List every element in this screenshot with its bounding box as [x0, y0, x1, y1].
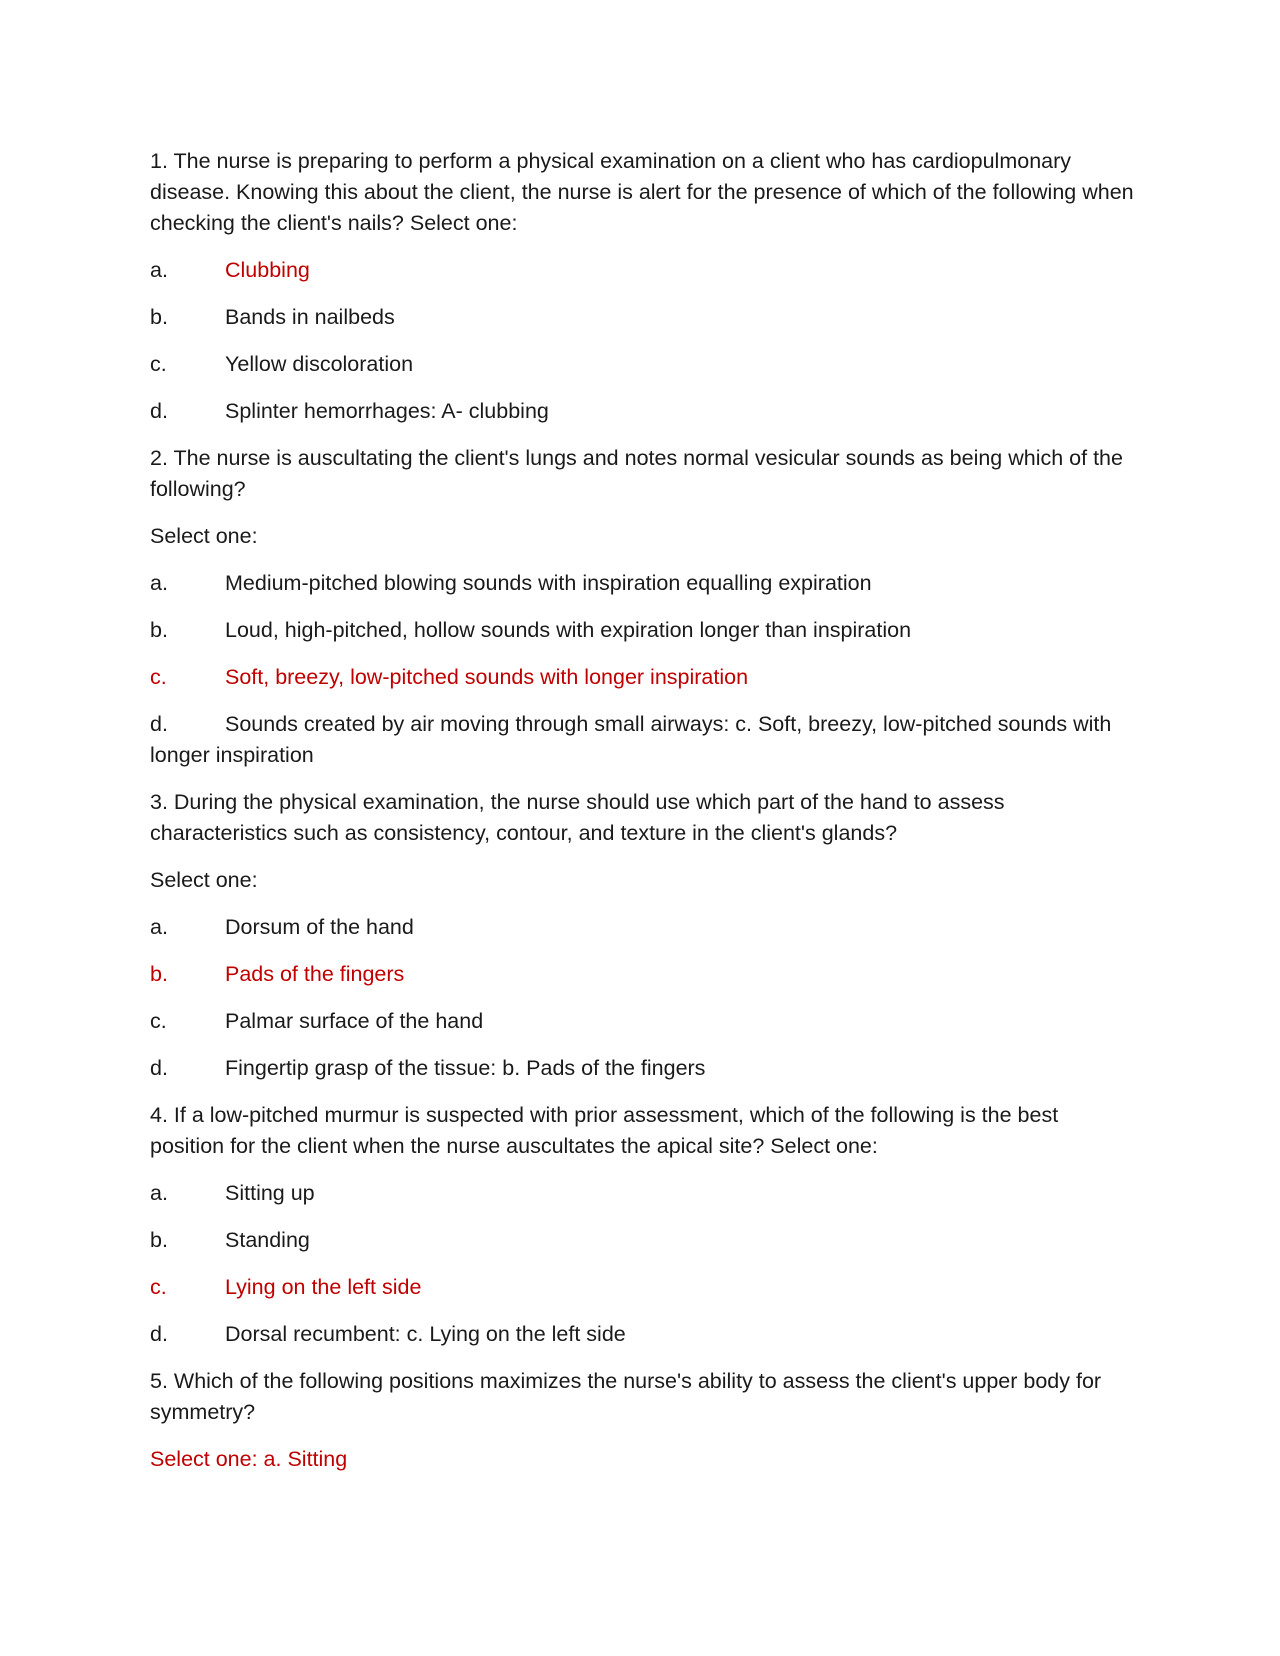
question-4-option-c	[150, 1272, 1135, 1303]
question-2-select-label: Select one:	[150, 524, 258, 548]
option-text: Clubbing	[225, 258, 310, 282]
option-text: Standing	[225, 1228, 310, 1252]
question-1-option-d	[150, 396, 1135, 427]
option-text: Palmar surface of the hand	[225, 1009, 484, 1033]
option-text: Loud, high-pitched, hollow sounds with expiration longer than inspiration	[225, 618, 912, 642]
question-4-stem: 4. If a low-pitched murmur is suspected with prior assessment, which of the following is the best position for the client when the nurse auscultates the apical site? Select one:	[150, 1103, 1059, 1158]
question-2-option-b	[150, 615, 1135, 646]
question-5-stem: 5. Which of the following positions maximizes the nurse's ability to assess the client's upper body for symmetry?	[150, 1369, 1102, 1424]
option-text: Yellow discoloration	[225, 352, 414, 376]
option-text: Dorsum of the hand	[225, 915, 414, 939]
option-text: Bands in nailbeds	[225, 305, 395, 329]
question-3-stem: 3. During the physical examination, the nurse should use which part of the hand to assess characteristics such as consistency, contour, and texture in the client's glands?	[150, 790, 1005, 845]
document-page	[150, 146, 1135, 1491]
option-letter: b.	[150, 1228, 168, 1252]
question-2-option-a	[150, 568, 1135, 599]
question-4-option-d	[150, 1319, 1135, 1350]
question-4-option-b	[150, 1225, 1135, 1256]
option-text: Sounds created by air moving through small airways: c. Soft, breezy, low-pitched sounds with longer inspiration	[150, 712, 1112, 767]
option-letter: b.	[150, 962, 168, 986]
option-text: Soft, breezy, low-pitched sounds with longer inspiration	[225, 665, 749, 689]
question-3-select-label: Select one:	[150, 868, 258, 892]
question-2-stem: 2. The nurse is auscultating the client's lungs and notes normal vesicular sounds as being which of the following?	[150, 446, 1123, 501]
question-1-option-b	[150, 302, 1135, 333]
option-text: Dorsal recumbent: c. Lying on the left side	[225, 1322, 626, 1346]
question-3-option-d	[150, 1053, 1135, 1084]
question-4-option-a	[150, 1178, 1135, 1209]
option-letter: d.	[150, 1056, 168, 1080]
option-letter: d.	[150, 399, 168, 423]
option-letter: c.	[150, 352, 167, 376]
question-2-option-c	[150, 662, 1135, 693]
option-letter: b.	[150, 618, 168, 642]
option-text: Splinter hemorrhages: A- clubbing	[225, 399, 549, 423]
option-text: Medium-pitched blowing sounds with inspiration equalling expiration	[225, 571, 872, 595]
option-letter: c.	[150, 1009, 167, 1033]
question-3-option-c	[150, 1006, 1135, 1037]
question-3-option-b	[150, 959, 1135, 990]
option-letter: a.	[150, 1181, 168, 1205]
option-letter: a.	[150, 258, 168, 282]
option-letter: d.	[150, 1322, 168, 1346]
option-letter: c.	[150, 665, 167, 689]
question-1-option-c	[150, 349, 1135, 380]
option-text: Lying on the left side	[225, 1275, 422, 1299]
option-text: Fingertip grasp of the tissue: b. Pads of the fingers	[225, 1056, 706, 1080]
option-text: Sitting up	[225, 1181, 315, 1205]
option-letter: a.	[150, 571, 168, 595]
option-letter: a.	[150, 915, 168, 939]
option-letter: b.	[150, 305, 168, 329]
question-3-option-a	[150, 912, 1135, 943]
question-1-option-a	[150, 255, 1135, 286]
option-letter: d.	[150, 712, 168, 736]
question-1-stem: 1. The nurse is preparing to perform a physical examination on a client who has cardiopulmonary disease. Knowing this about the client, the nurse is alert for the presence of which of the following when checking the client's nails? Select one:	[150, 149, 1134, 235]
question-2-option-d	[150, 709, 1135, 771]
option-text: Pads of the fingers	[225, 962, 405, 986]
question-5-answer: Select one: a. Sitting	[150, 1447, 348, 1471]
option-letter: c.	[150, 1275, 167, 1299]
